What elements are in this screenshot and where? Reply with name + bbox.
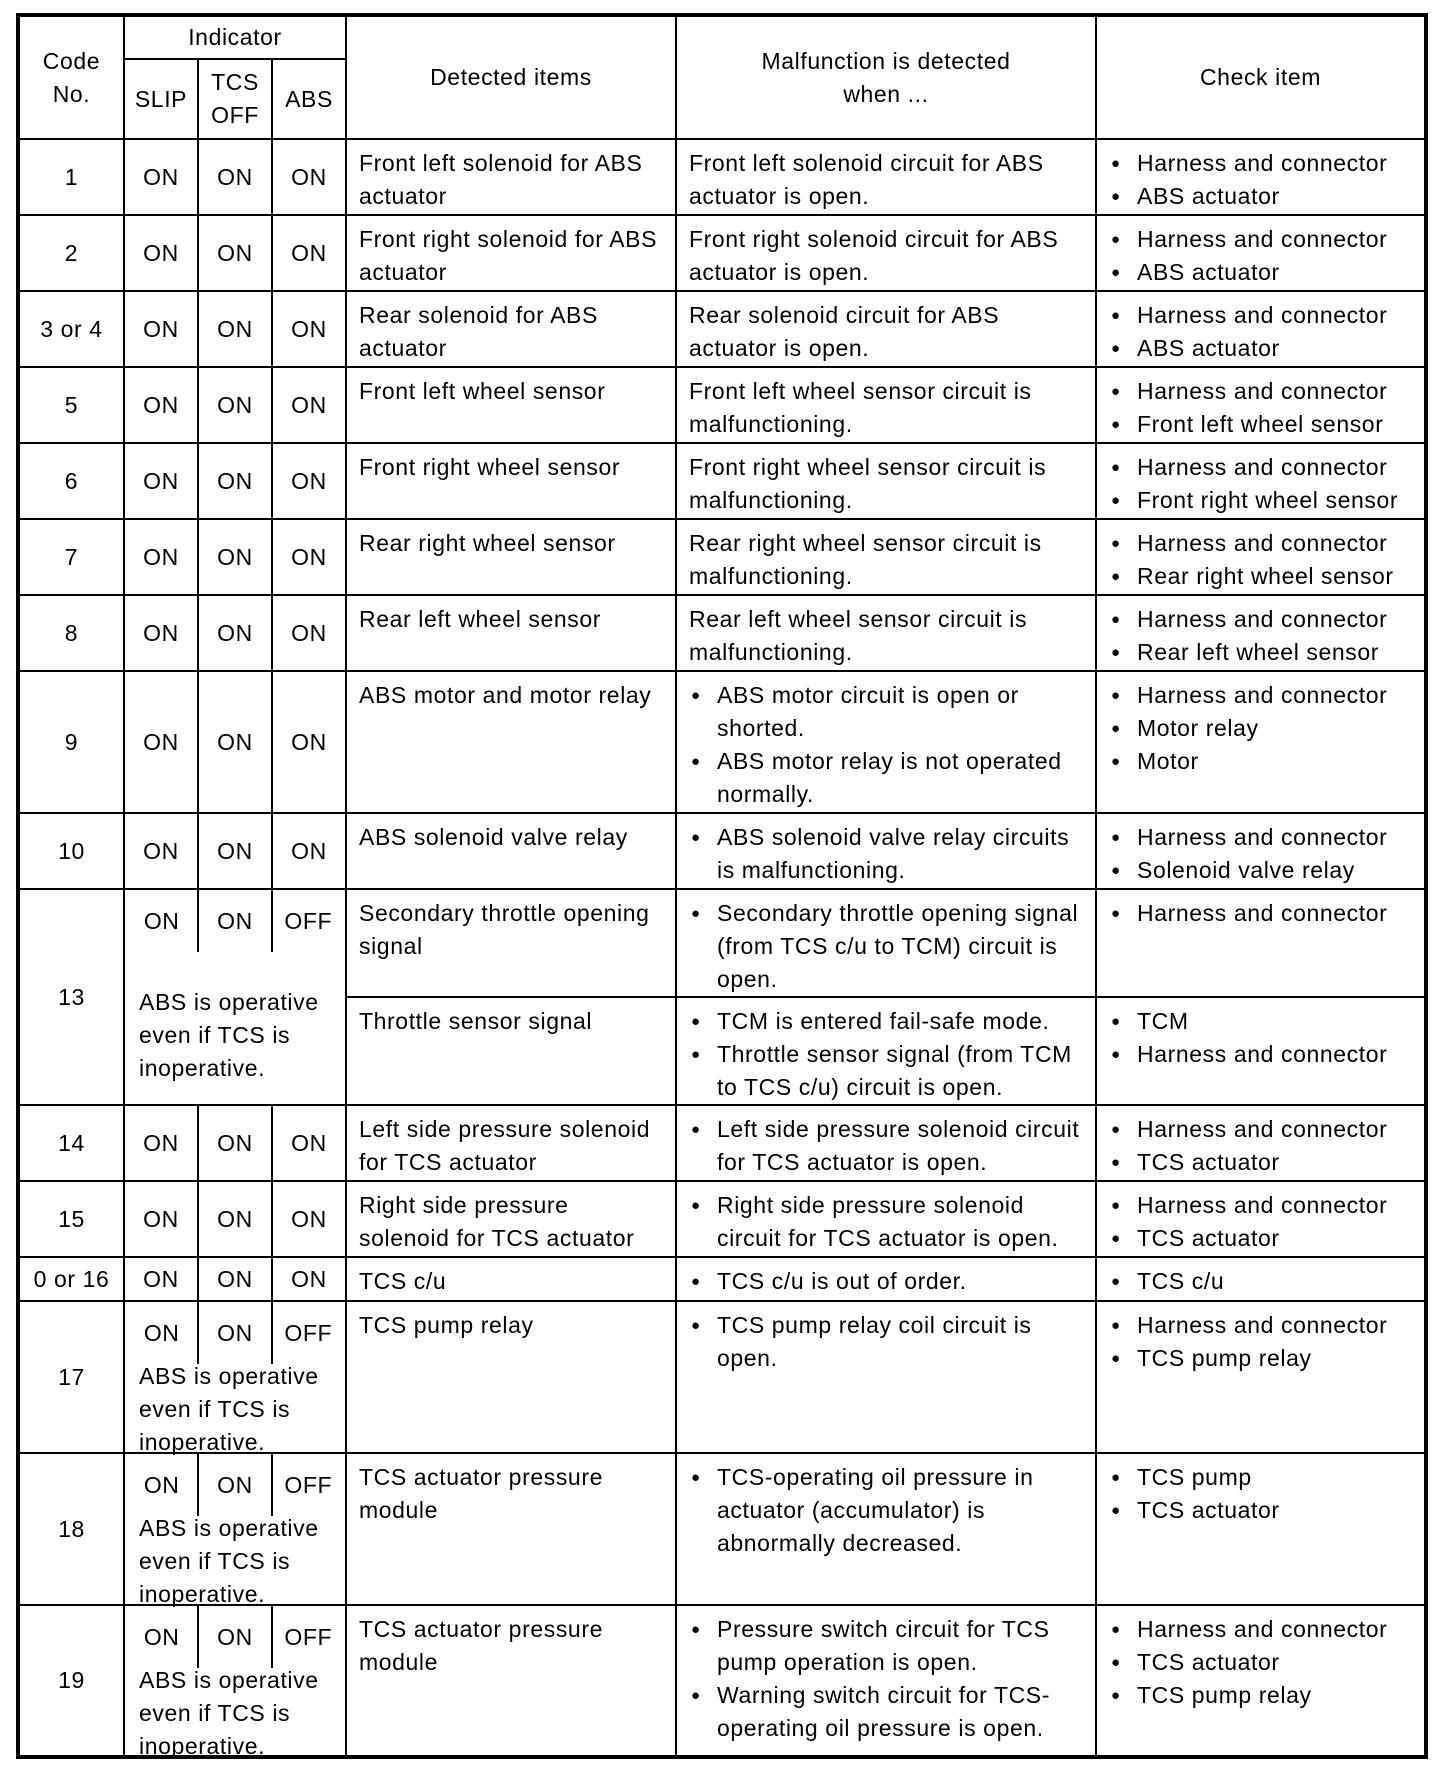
malfunction-cell: Rear solenoid circuit for ABS actuator is open. [676, 291, 1096, 367]
header-slip: SLIP [124, 59, 198, 139]
indicator-note: ABS is operative even if TCS is inoperative. [139, 1363, 319, 1455]
malfunction-list [689, 679, 1085, 811]
table-row [18, 1181, 1426, 1257]
indicator-note: ABS is operative even if TCS is inoperative. [139, 1667, 319, 1759]
check-list [1109, 1265, 1414, 1298]
malfunction-list [689, 1189, 1085, 1255]
check-item: ● TCS actuator [1109, 1222, 1414, 1255]
slip-indicator: ON [124, 813, 198, 889]
check-item: ● ABS actuator [1109, 180, 1414, 213]
code-cell: 17 [18, 1301, 124, 1453]
check-item-cell [1096, 367, 1426, 443]
slip-indicator: ON [124, 1181, 198, 1257]
indicator-states [125, 1454, 345, 1516]
check-item: ● Harness and connector [1109, 299, 1414, 332]
check-item-cell [1096, 519, 1426, 595]
check-list [1109, 821, 1414, 887]
check-item: ● TCS c/u [1109, 1265, 1414, 1298]
indicator-note: ABS is operative even if TCS is inoperative. [139, 1515, 319, 1607]
check-item-cell [1096, 1105, 1426, 1181]
detected-item-cell: Front right solenoid for ABS actuator [346, 215, 676, 291]
malfunction-item: ● Left side pressure solenoid circuit for TCS actuator is open. [689, 1113, 1085, 1179]
header-code-no: Code No. [18, 15, 124, 139]
check-item: ● Front left wheel sensor [1109, 408, 1414, 441]
check-list [1109, 375, 1414, 441]
abs-indicator: ON [272, 139, 346, 215]
table-row [18, 889, 1426, 997]
detected-item-cell: Secondary throttle opening signal [346, 889, 676, 997]
abs-indicator: OFF [284, 907, 333, 934]
tcs-off-indicator: ON [198, 1105, 272, 1181]
code-cell: 1 [18, 139, 124, 215]
table-row [18, 291, 1426, 367]
detected-item-cell: TCS actuator pressure module [346, 1453, 676, 1605]
abs-indicator: ON [272, 215, 346, 291]
check-item: ● Rear right wheel sensor [1109, 560, 1414, 593]
malfunction-item: ● TCS c/u is out of order. [689, 1265, 1085, 1298]
malfunction-cell [676, 889, 1096, 997]
slip-indicator: ON [124, 1105, 198, 1181]
malfunction-list [689, 1309, 1085, 1375]
malfunction-item: ● ABS motor relay is not operated normally. [689, 745, 1085, 811]
detected-item-cell: ABS motor and motor relay [346, 671, 676, 813]
check-list [1109, 1461, 1414, 1527]
header-indicator: Indicator [124, 15, 346, 59]
malfunction-item: ● Warning switch circuit for TCS-operating oil pressure is open. [689, 1679, 1085, 1745]
detected-item-cell: Front left solenoid for ABS actuator [346, 139, 676, 215]
indicator-divider [271, 1302, 273, 1364]
table-row [18, 215, 1426, 291]
check-list [1109, 1309, 1414, 1375]
malfunction-item: ● Throttle sensor signal (from TCM to TCS c/u) circuit is open. [689, 1038, 1085, 1104]
table-row [18, 595, 1426, 671]
check-item: ● Rear left wheel sensor [1109, 636, 1414, 669]
abs-indicator: ON [272, 813, 346, 889]
detected-item-cell: Right side pressure solenoid for TCS actuator [346, 1181, 676, 1257]
slip-indicator: ON [124, 519, 198, 595]
indicator-states [125, 890, 345, 952]
malfunction-cell [676, 1301, 1096, 1453]
table-row [18, 1605, 1426, 1757]
indicator-divider [197, 1454, 199, 1516]
malfunction-cell [676, 1105, 1096, 1181]
check-item: ● Harness and connector [1109, 821, 1414, 854]
indicator-cell [124, 889, 346, 1105]
malfunction-cell: Front right wheel sensor circuit is malfunctioning. [676, 443, 1096, 519]
indicator-note: ABS is operative even if TCS is inoperative. [139, 989, 319, 1081]
tcs-off-indicator: ON [198, 1181, 272, 1257]
header-malfunction: Malfunction is detected when ... [676, 15, 1096, 139]
tcs-off-indicator: ON [198, 595, 272, 671]
tcs-off-indicator: ON [198, 291, 272, 367]
malfunction-cell [676, 997, 1096, 1105]
slip-indicator: ON [124, 367, 198, 443]
indicator-divider [197, 890, 199, 952]
table-row [18, 519, 1426, 595]
check-item: ● Front right wheel sensor [1109, 484, 1414, 517]
tcs-off-indicator: ON [198, 215, 272, 291]
check-item-cell [1096, 1257, 1426, 1301]
malfunction-item: ● Right side pressure solenoid circuit for TCS actuator is open. [689, 1189, 1085, 1255]
check-item-cell [1096, 997, 1426, 1105]
malfunction-list [689, 1005, 1085, 1104]
check-list [1109, 897, 1414, 930]
code-cell: 7 [18, 519, 124, 595]
code-cell: 6 [18, 443, 124, 519]
check-list [1109, 1613, 1414, 1712]
malfunction-cell: Rear left wheel sensor circuit is malfunctioning. [676, 595, 1096, 671]
abs-indicator: OFF [284, 1623, 333, 1650]
check-item: ● Harness and connector [1109, 1038, 1414, 1071]
detected-item-cell: TCS actuator pressure module [346, 1605, 676, 1757]
check-list [1109, 1189, 1414, 1255]
check-item: ● TCS pump [1109, 1461, 1414, 1494]
code-cell: 3 or 4 [18, 291, 124, 367]
check-item: ● Harness and connector [1109, 147, 1414, 180]
malfunction-item: ● TCS pump relay coil circuit is open. [689, 1309, 1085, 1375]
code-cell: 15 [18, 1181, 124, 1257]
check-item: ● TCS actuator [1109, 1146, 1414, 1179]
detected-item-cell: Left side pressure solenoid for TCS actuator [346, 1105, 676, 1181]
check-list [1109, 451, 1414, 517]
malfunction-list [689, 821, 1085, 887]
check-item: ● Solenoid valve relay [1109, 854, 1414, 887]
malfunction-cell: Front right solenoid circuit for ABS actuator is open. [676, 215, 1096, 291]
code-cell: 19 [18, 1605, 124, 1757]
malfunction-cell: Front left solenoid circuit for ABS actuator is open. [676, 139, 1096, 215]
check-item: ● Harness and connector [1109, 1189, 1414, 1222]
tcs-off-indicator: ON [198, 519, 272, 595]
table-row [18, 1453, 1426, 1605]
check-item: ● Harness and connector [1109, 897, 1414, 930]
check-item: ● Harness and connector [1109, 1309, 1414, 1342]
check-item: ● TCS actuator [1109, 1494, 1414, 1527]
malfunction-cell [676, 1453, 1096, 1605]
indicator-cell [124, 1605, 346, 1757]
slip-indicator: ON [143, 1623, 180, 1650]
code-cell: 0 or 16 [18, 1257, 124, 1301]
indicator-divider [271, 1454, 273, 1516]
slip-indicator: ON [124, 595, 198, 671]
malfunction-list [689, 897, 1085, 996]
malfunction-cell [676, 1181, 1096, 1257]
abs-indicator: ON [272, 367, 346, 443]
table-row [18, 139, 1426, 215]
tcs-off-indicator: ON [198, 1257, 272, 1301]
slip-indicator: ON [124, 671, 198, 813]
indicator-cell [124, 1301, 346, 1453]
abs-indicator: ON [272, 1257, 346, 1301]
check-item-cell [1096, 1181, 1426, 1257]
detected-item-cell: ABS solenoid valve relay [346, 813, 676, 889]
tcs-off-indicator: ON [217, 907, 253, 934]
tcs-off-indicator: ON [198, 443, 272, 519]
check-item-cell [1096, 139, 1426, 215]
malfunction-cell: Front left wheel sensor circuit is malfunctioning. [676, 367, 1096, 443]
malfunction-item: ● ABS motor circuit is open or shorted. [689, 679, 1085, 745]
table-row [18, 367, 1426, 443]
tcs-off-indicator: ON [217, 1471, 253, 1498]
check-item-cell [1096, 889, 1426, 997]
abs-indicator: ON [272, 443, 346, 519]
malfunction-cell [676, 1605, 1096, 1757]
check-item-cell [1096, 1453, 1426, 1605]
header-detected-items: Detected items [346, 15, 676, 139]
slip-indicator: ON [124, 291, 198, 367]
table-row [18, 813, 1426, 889]
check-list [1109, 1005, 1414, 1071]
tcs-off-indicator: ON [198, 813, 272, 889]
table-row [18, 1105, 1426, 1181]
check-item: ● ABS actuator [1109, 256, 1414, 289]
table-row [18, 1257, 1426, 1301]
detected-item-cell: TCS c/u [346, 1257, 676, 1301]
code-cell: 14 [18, 1105, 124, 1181]
header-tcs-off: TCS OFF [198, 59, 272, 139]
check-list [1109, 603, 1414, 669]
slip-indicator: ON [124, 1257, 198, 1301]
check-item-cell [1096, 1605, 1426, 1757]
check-item: ● Harness and connector [1109, 679, 1414, 712]
indicator-cell [124, 1453, 346, 1605]
code-cell: 5 [18, 367, 124, 443]
abs-indicator: ON [272, 519, 346, 595]
check-item: ● Motor [1109, 745, 1414, 778]
indicator-divider [271, 890, 273, 952]
check-item: ● TCS pump relay [1109, 1679, 1414, 1712]
code-cell: 2 [18, 215, 124, 291]
detected-item-cell: Front left wheel sensor [346, 367, 676, 443]
malfunction-item: ● TCS-operating oil pressure in actuator (accumulator) is abnormally decreased. [689, 1461, 1085, 1560]
indicator-states [125, 1606, 345, 1668]
abs-indicator: ON [272, 671, 346, 813]
check-item-cell [1096, 595, 1426, 671]
tcs-off-indicator: ON [217, 1319, 253, 1346]
tcs-off-indicator: ON [198, 139, 272, 215]
check-item-cell [1096, 215, 1426, 291]
detected-item-cell: Throttle sensor signal [346, 997, 676, 1105]
code-cell: 8 [18, 595, 124, 671]
check-item-cell [1096, 1301, 1426, 1453]
check-item: ● Harness and connector [1109, 527, 1414, 560]
slip-indicator: ON [124, 139, 198, 215]
abs-indicator: OFF [284, 1319, 333, 1346]
abs-indicator: ON [272, 291, 346, 367]
diagnostic-code-table [16, 13, 1428, 1759]
tcs-off-indicator: ON [198, 367, 272, 443]
check-item: ● Harness and connector [1109, 603, 1414, 636]
slip-indicator: ON [124, 215, 198, 291]
check-item-cell [1096, 813, 1426, 889]
check-item: ● Harness and connector [1109, 1113, 1414, 1146]
slip-indicator: ON [124, 443, 198, 519]
malfunction-item: ● ABS solenoid valve relay circuits is malfunctioning. [689, 821, 1085, 887]
detected-item-cell: Rear right wheel sensor [346, 519, 676, 595]
detected-item-cell: Rear left wheel sensor [346, 595, 676, 671]
check-item: ● TCS actuator [1109, 1646, 1414, 1679]
check-item: ● TCM [1109, 1005, 1414, 1038]
code-cell: 13 [18, 889, 124, 1105]
malfunction-cell [676, 671, 1096, 813]
abs-indicator: OFF [284, 1471, 333, 1498]
check-item: ● Motor relay [1109, 712, 1414, 745]
check-item: ● Harness and connector [1109, 451, 1414, 484]
malfunction-item: ● Secondary throttle opening signal (from TCS c/u to TCM) circuit is open. [689, 897, 1085, 996]
check-list [1109, 299, 1414, 365]
check-item-cell [1096, 671, 1426, 813]
malfunction-list [689, 1265, 1085, 1298]
slip-indicator: ON [143, 907, 180, 934]
malfunction-item: ● Pressure switch circuit for TCS pump operation is open. [689, 1613, 1085, 1679]
check-item: ● ABS actuator [1109, 332, 1414, 365]
check-item: ● Harness and connector [1109, 1613, 1414, 1646]
header-abs: ABS [272, 59, 346, 139]
abs-indicator: ON [272, 1105, 346, 1181]
indicator-divider [271, 1606, 273, 1668]
code-cell: 18 [18, 1453, 124, 1605]
tcs-off-indicator: ON [217, 1623, 253, 1650]
indicator-divider [197, 1606, 199, 1668]
detected-item-cell: Rear solenoid for ABS actuator [346, 291, 676, 367]
check-item-cell [1096, 291, 1426, 367]
abs-indicator: ON [272, 1181, 346, 1257]
indicator-divider [197, 1302, 199, 1364]
check-item-cell [1096, 443, 1426, 519]
code-cell: 10 [18, 813, 124, 889]
malfunction-list [689, 1113, 1085, 1179]
table-row [18, 443, 1426, 519]
header-check-item: Check item [1096, 15, 1426, 139]
check-list [1109, 147, 1414, 213]
check-list [1109, 1113, 1414, 1179]
malfunction-cell [676, 813, 1096, 889]
check-list [1109, 679, 1414, 778]
indicator-states [125, 1302, 345, 1364]
malfunction-item: ● TCM is entered fail-safe mode. [689, 1005, 1085, 1038]
check-item: ● TCS pump relay [1109, 1342, 1414, 1375]
slip-indicator: ON [143, 1471, 180, 1498]
malfunction-cell [676, 1257, 1096, 1301]
table-row [18, 671, 1426, 813]
malfunction-list [689, 1461, 1085, 1560]
abs-indicator: ON [272, 595, 346, 671]
code-cell: 9 [18, 671, 124, 813]
slip-indicator: ON [143, 1319, 180, 1346]
check-list [1109, 223, 1414, 289]
table-row [18, 1301, 1426, 1453]
table-body [18, 139, 1426, 1757]
check-list [1109, 527, 1414, 593]
malfunction-cell: Rear right wheel sensor circuit is malfunctioning. [676, 519, 1096, 595]
detected-item-cell: Front right wheel sensor [346, 443, 676, 519]
check-item: ● Harness and connector [1109, 223, 1414, 256]
check-item: ● Harness and connector [1109, 375, 1414, 408]
tcs-off-indicator: ON [198, 671, 272, 813]
malfunction-list [689, 1613, 1085, 1745]
detected-item-cell: TCS pump relay [346, 1301, 676, 1453]
